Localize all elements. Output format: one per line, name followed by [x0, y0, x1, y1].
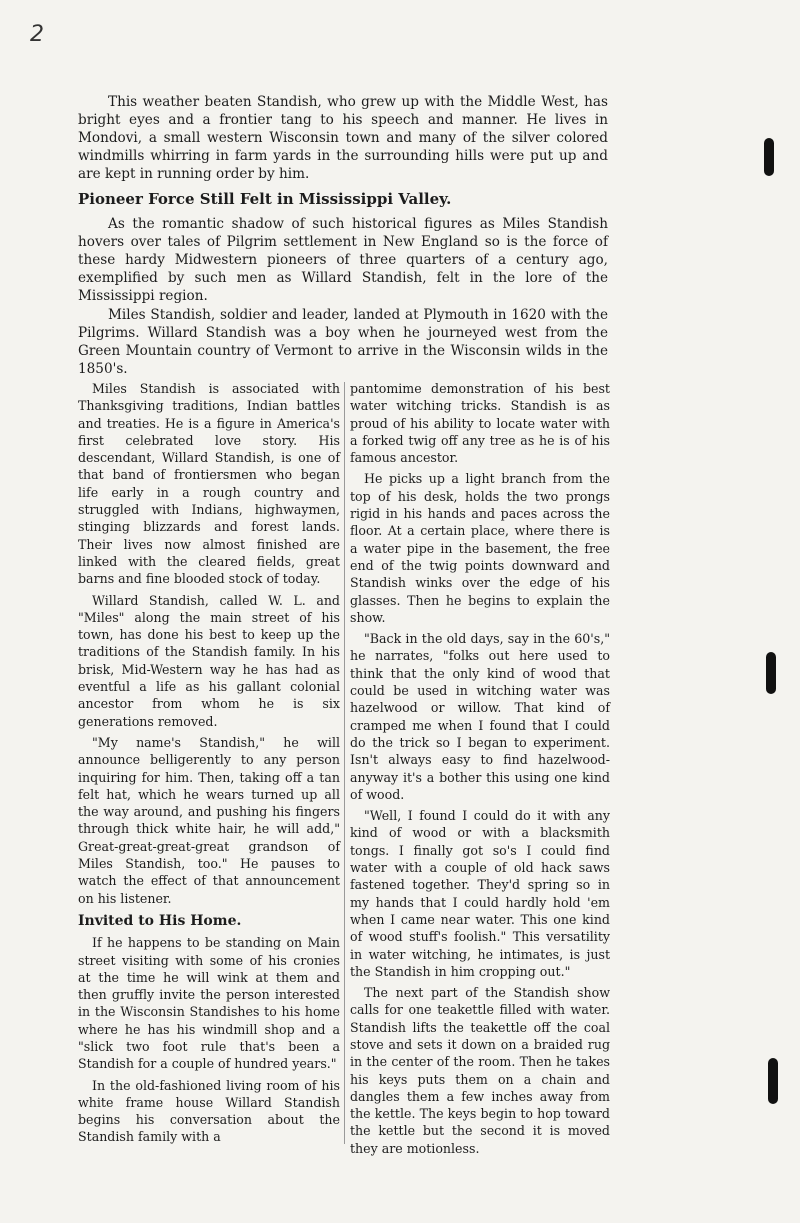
right-paragraph-2: He picks up a light branch from the top of his desk, holds the two prongs rigid in his hands and paces across the floor. At a certain place, where there is a water pipe in the basement, the free end of the twig points downward and Standish winks over the edge of his glasses. Then he begins to explain the show. [350, 471, 610, 625]
binding-hole-mark [766, 652, 776, 694]
right-paragraph-5: The next part of the Standish show calls for one teakettle filled with water. Standish lifts the teakettle off the coal stove and sets it down on a braided rug in the center of the room. Then he takes his keys puts them on a chain and dangles them a few inches away from the kettle. The keys begin to hop toward the kettle but the second it is moved they are motionless. [350, 985, 610, 1156]
left-column [78, 380, 340, 1150]
binding-hole-mark [768, 1058, 778, 1104]
section-paragraph: As the romantic shadow of such historical figures as Miles Standish hovers over tales of Pilgrim settlement in New England so is the force of these hardy Midwestern pioneers of three quarters of a century ago, exemplified by such men as Willard Standish, felt in the lore of the Mississippi region. [78, 216, 608, 304]
page-number: 2 [30, 22, 44, 47]
left-paragraph-4: If he happens to be standing on Main street visiting with some of his cronies at the time he will wink at them and then gruffly invite the person interested in the Wisconsin Standishes to his home where he has his windmill shop and a "slick two foot rule that's been a Standish for a couple of hundred years." [78, 935, 340, 1072]
column-divider [344, 382, 345, 1144]
right-column [350, 380, 610, 1161]
right-paragraph-3: "Back in the old days, say in the 60's," he narrates, "folks out here used to think that the only kind of wood that could be used in witching water was hazelwood or willow. That kind of cramped me when I found that I could do the trick so I began to experiment. Isn't always easy to find hazelwood-anyway it's a bother this using one kind of wood. [350, 631, 610, 802]
subheading-invited: Invited to His Home. [78, 912, 242, 929]
section-paragraph: Miles Standish, soldier and leader, landed at Plymouth in 1620 with the Pilgrims. Willard Standish was a boy when he journeyed west from the Green Mountain country of Vermont to arrive in the Wisconsin wilds in the 1850's. [78, 307, 608, 377]
left-paragraph-1: Miles Standish is associated with Thanksgiving traditions, Indian battles and treaties. He is a figure in America's first celebrated love story. His descendant, Willard Standish, is one of that band of frontiersmen who began life early in a rough country and struggled with Indians, highwaymen, stinging blizzards and forest lands. Their lives now almost finished are linked with the cleared fields, great barns and fine blooded stock of today. [78, 381, 340, 587]
left-paragraph-2: Willard Standish, called W. L. and "Miles" along the main street of his town, has done his best to keep up the traditions of the Standish family. In his brisk, Mid-Western way he has had as eventful a life as his gallant colonial ancestor from whom he is six generations removed. [78, 592, 340, 729]
right-paragraph-1: pantomime demonstration of his best water witching tricks. Standish is as proud of his ability to locate water with a forked twig off any tree as he is of his famous ancestor. [350, 381, 610, 466]
right-paragraph-4: "Well, I found I could do it with any kind of wood or with a blacksmith tongs. I finally got so's I could find water with a couple of old hack saws fastened together. They'd spring so in my hands that I could hardly hold 'em when I came near water. This one kind of wood stuff's foolish." This versatility in water witching, he intimates, is just the Standish in him cropping out." [350, 808, 610, 979]
left-paragraph-3: "My name's Standish," he will announce belligerently to any person inquiring for him. Then, taking off a tan felt hat, which he wears turned up all the way around, and pushing his fingers through thick white hair, he will add," Great-great-great-great grandson of Miles Standish, too." He pauses to watch the effect of that announcement on his listener. [78, 734, 340, 906]
lead-paragraph: This weather beaten Standish, who grew up with the Middle West, has bright eyes and a frontier tang to his speech and manner. He lives in Mondovi, a small western Wisconsin town and many of the silver colored windmills whirring in farm yards in the surrounding hills were put up and are kept in running order by him. [78, 94, 608, 182]
binding-hole-mark [764, 138, 774, 176]
left-paragraph-5: In the old-fashioned living room of his white frame house Willard Standish begins his conversation about the Standish family with a [78, 1077, 340, 1145]
section-heading: Pioneer Force Still Felt in Mississippi Valley. [78, 190, 452, 208]
